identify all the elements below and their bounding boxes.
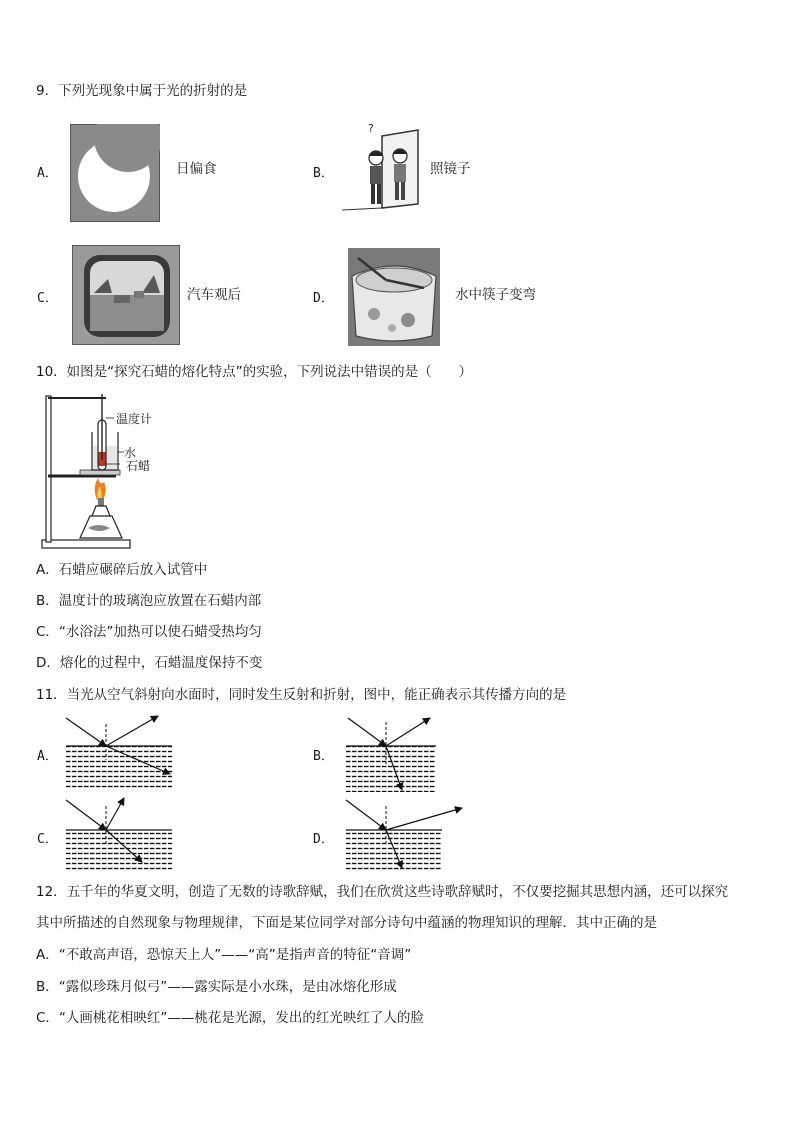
q9-option-d-letter: D．: [313, 291, 334, 306]
q10-label-wax: 石蜡: [126, 459, 151, 473]
svg-text:?: ?: [368, 122, 374, 135]
q11-option-d-letter: D．: [313, 832, 334, 847]
q11-option-d-ray-diagram: [340, 796, 465, 872]
q10-option-a: A．石蜡应碾碎后放入试管中: [36, 562, 208, 578]
q11-option-b-letter: B．: [313, 749, 334, 764]
q12-option-a: A．“不敢高声语，恐惊天上人”——“高”是指声音的特征“音调”: [36, 947, 412, 963]
q10-option-c: C．“水浴法”加热可以使石蜡受热均匀: [36, 624, 262, 640]
q9-option-d-caption: 水中筷子变弯: [455, 287, 536, 303]
q10-option-d: D．熔化的过程中，石蜡温度保持不变: [36, 655, 263, 671]
q11-option-c-ray-diagram: [60, 796, 175, 872]
q9-option-a-caption: 日偏食: [176, 161, 217, 177]
q11-stem: 11．当光从空气斜射向水面时，同时发生反射和折射，图中，能正确表示其传播方向的是: [36, 687, 567, 703]
q12-stem-line1: 12．五千年的华夏文明，创造了无数的诗歌辞赋，我们在欣赏这些诗歌辞赋时，不仅要挖掘其思想内涵，还可以探究: [36, 884, 729, 900]
q9-option-b-letter: B．: [313, 166, 334, 181]
q9-option-c-caption: 汽车观后: [187, 287, 241, 303]
q9-option-c-image-car-mirror: [72, 245, 180, 345]
q9-option-c-letter: C．: [37, 291, 58, 306]
q12-stem-line2: 其中所描述的自然现象与物理规律，下面是某位同学对部分诗句中蕴涵的物理知识的理解．其中正确的是: [36, 915, 657, 931]
q9-option-b-caption: 照镜子: [430, 161, 471, 177]
q10-stem: 10．如图是“探究石蜡的熔化特点”的实验，下列说法中错误的是（ ）: [36, 364, 473, 380]
q10-label-thermometer: 温度计: [116, 412, 153, 426]
q9-option-a-letter: A．: [37, 166, 58, 181]
q11-option-a-ray-diagram: [60, 714, 175, 790]
q11-option-b-ray-diagram: [340, 714, 440, 794]
q12-option-b: B．“露似珍珠月似弓”——露实际是小水珠，是由冰熔化形成: [36, 979, 397, 995]
q9-option-a-image-partial-eclipse: [70, 124, 160, 222]
q10-option-b: B．温度计的玻璃泡应放置在石蜡内部: [36, 593, 262, 609]
q9-option-b-image-mirror: [340, 120, 424, 216]
q11-option-a-letter: A．: [37, 749, 58, 764]
q11-option-c-letter: C．: [37, 832, 58, 847]
q9-option-d-image-bent-chopsticks: [348, 248, 440, 346]
q12-option-c: C．“人画桃花相映红”——桃花是光源，发出的红光映红了人的脸: [36, 1010, 424, 1026]
q9-stem: 9．下列光现象中属于光的折射的是: [36, 83, 248, 99]
q10-label-water: 水: [124, 446, 137, 460]
